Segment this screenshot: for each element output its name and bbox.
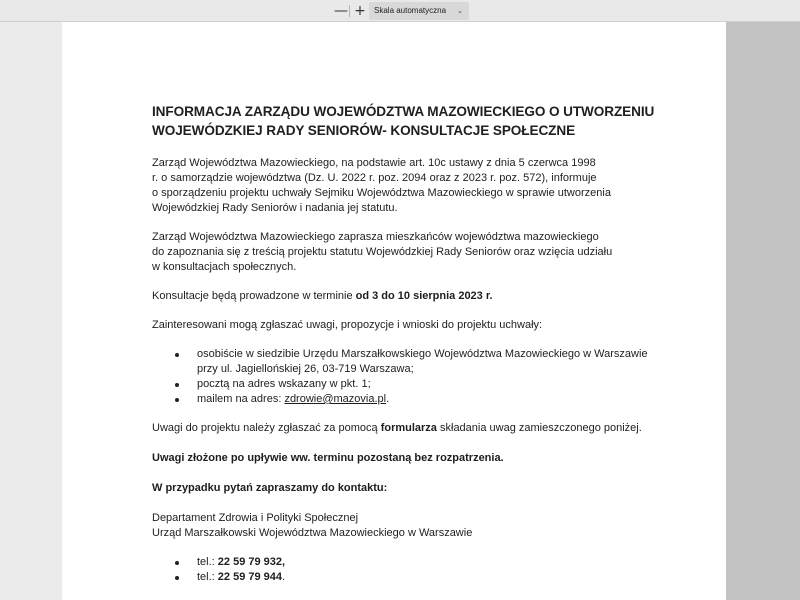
list-item [172, 555, 692, 570]
zoom-out-button[interactable] [332, 2, 350, 20]
list-item [172, 570, 692, 585]
list-item-line: przy ul. Jagiellońskiej 26, 03-719 Warszawa; [197, 363, 414, 375]
scale-select[interactable] [369, 2, 469, 20]
paragraph-submissions: Zainteresowani mogą zgłaszać uwagi, propozycje i wnioski do projektu uchwały: [152, 319, 543, 331]
scale-select-value: Skala automatyczna [374, 6, 447, 15]
department-info [152, 511, 692, 541]
text-line: Zarząd Województwa Mazowieckiego, na podstawie art. 10c ustawy z dnia 5 czerwca 1998 [152, 157, 596, 169]
title-line: INFORMACJA ZARZĄDU WOJEWÓDZTWA MAZOWIECKIEGO O UTWORZENIU [152, 104, 655, 119]
list-item [172, 347, 692, 377]
minus-icon: — [334, 3, 348, 19]
document-content [152, 102, 692, 585]
paragraph-invitation [152, 230, 692, 275]
text-line: do zapoznania się z treścią projektu statutu Wojewódzkiej Rady Seniorów oraz wzięcia udziału [152, 246, 613, 258]
phone-end: , [282, 556, 286, 568]
toolbar-separator [349, 5, 350, 17]
document-page [62, 22, 726, 600]
department-name: Departament Zdrowia i Polityki Społecznej [152, 512, 359, 524]
viewer-background-left [0, 22, 62, 600]
plus-icon: + [354, 3, 366, 19]
chevron-down-icon: ⌄ [457, 7, 463, 15]
list-item-end: . [386, 393, 390, 405]
paragraph-intro [152, 156, 692, 216]
submission-methods-list [152, 347, 692, 407]
form-text-end: składania uwag zamieszczonego poniżej. [436, 422, 642, 434]
paragraph-form [152, 421, 692, 436]
email-link[interactable]: zdrowie@mazovia.pl [284, 393, 387, 405]
deadline-notice: Uwagi złożone po upływie ww. terminu pozostaną bez rozpatrzenia. [152, 452, 504, 464]
paragraph-contact [152, 481, 692, 496]
paragraph-dates [152, 289, 692, 304]
text-line: w konsultacjach społecznych. [152, 261, 297, 273]
phone-number[interactable]: 22 59 79 932 [217, 556, 283, 568]
viewer-background-right [726, 22, 800, 600]
dates-text: Konsultacje będą prowadzone w terminie [152, 290, 356, 302]
list-item-text: mailem na adres: [197, 393, 285, 405]
form-link[interactable]: formularza [380, 422, 437, 434]
phone-label: tel.: [197, 556, 218, 568]
paragraph-deadline [152, 451, 692, 466]
office-name: Urząd Marszałkowski Województwa Mazowieckiego w Warszawie [152, 527, 473, 539]
title-line: WOJEWÓDZKIEJ RADY SENIORÓW- KONSULTACJE SPOŁECZNE [152, 123, 576, 138]
text-line: r. o samorządzie województwa (Dz. U. 2022 r. poz. 2094 oraz z 2023 r. poz. 572), informuje [152, 172, 597, 184]
contact-heading: W przypadku pytań zapraszamy do kontaktu: [152, 482, 388, 494]
document-title [152, 102, 692, 140]
phone-number[interactable]: 22 59 79 944 [217, 571, 283, 583]
phone-list [152, 555, 692, 585]
form-text: Uwagi do projektu należy zgłaszać za pomocą [152, 422, 381, 434]
dates-bold: od 3 do 10 sierpnia 2023 r. [355, 290, 493, 302]
list-item [172, 377, 692, 392]
list-item-text: pocztą na adres wskazany w pkt. 1; [197, 378, 371, 390]
pdf-toolbar [0, 0, 800, 22]
list-item-line: osobiście w siedzibie Urzędu Marszałkowskiego Województwa Mazowieckiego w Warszawie [197, 348, 648, 360]
zoom-in-button[interactable] [351, 2, 369, 20]
text-line: Zarząd Województwa Mazowieckiego zaprasza mieszkańców województwa mazowieckiego [152, 231, 599, 243]
text-line: Wojewódzkiej Rady Seniorów i nadania jej statutu. [152, 202, 398, 214]
text-line: o sporządzeniu projektu uchwały Sejmiku Województwa Mazowieckiego w sprawie utworzenia [152, 187, 611, 199]
list-item [172, 392, 692, 407]
phone-end: . [282, 571, 286, 583]
phone-label: tel.: [197, 571, 218, 583]
